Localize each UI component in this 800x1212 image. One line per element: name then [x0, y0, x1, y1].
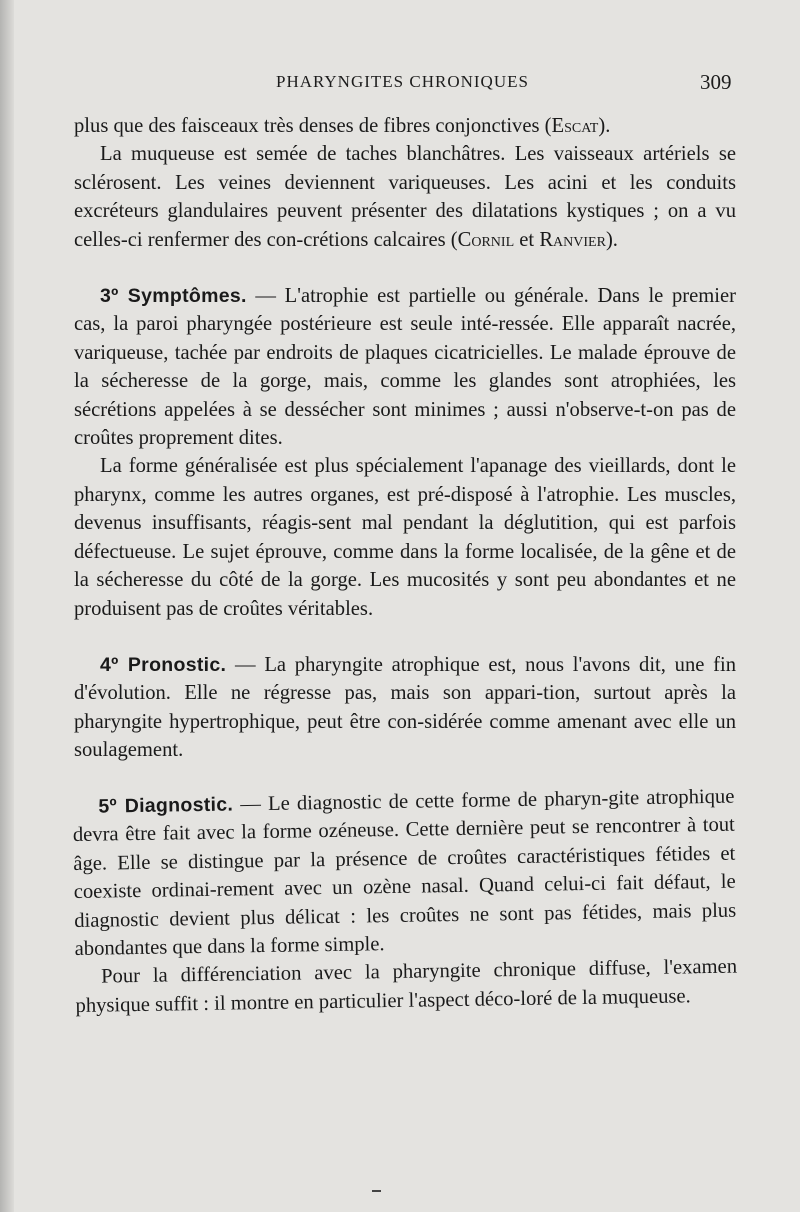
section-heading: 3º Symptômes. [100, 285, 247, 308]
scan-shadow-edge [0, 0, 14, 1212]
paragraph-conjonctives: plus que des faisceaux très denses de fibres conjonctives (Escat). [74, 115, 611, 137]
section-diagnostic: 5º Diagnostic. — Le diagnostic de cette forme de pharyn-gite atrophique devra être fait avec la forme ozéneuse. Cette dernière peut se rencontrer à tout âge. Elle se distingue par la présence de croûtes caractéristiques fétides et coexiste ordinai-rement avec un ozène nasal. Quand celui-ci fait défaut, le diagnostic devient plus délicat : les croûtes ne sont pas fétides, mais plus abondantes que dans la forme simple. [72, 785, 737, 960]
printer-mark [372, 1190, 381, 1192]
page-header [0, 66, 800, 100]
page-number: 309 [700, 70, 732, 94]
running-title: PHARYNGITES CHRONIQUES [276, 72, 529, 91]
tilted-lower-block [72, 782, 737, 1020]
author-name: Cornil [457, 228, 515, 251]
paragraph-differenciation: Pour la différenciation avec la pharyngite chronique diffuse, l'examen physique suffit : il montre en particulier l'aspect déco-loré de la muqueuse. [75, 955, 738, 1017]
body-text [74, 112, 736, 1020]
section-heading: 5º Diagnostic. [98, 793, 234, 818]
paragraph-forme-generalisee: La forme généralisée est plus spécialement l'apanage des vieillards, dont le pharynx, comme les autres organes, est pré-disposé à l'atrophie. Les muscles, devenus insuffisants, réagis-sent mal pendant la déglutition, qui est parfois défectueuse. Le sujet éprouve, comme dans la forme localisée, de la gêne et de la sécheresse du côté de la gorge. Les mucosités y sont peu abondantes et ne produisent pas de croûtes véritables. [74, 455, 736, 620]
section-heading: 4º Pronostic. [100, 653, 227, 676]
paragraph-muqueuse: La muqueuse est semée de taches blanchâtres. Les vaisseaux artériels se sclérosent. Les veines deviennent variqueuses. Les acini et les conduits excréteurs glandulaires peuvent présenter des dilatations kystiques ; on a vu celles-ci renfermer des con-crétions calcaires (Cornil et Ranvier). [74, 143, 736, 251]
section-symptomes: 3º Symptômes. — L'atrophie est partielle ou générale. Dans le premier cas, la paroi pharyngée postérieure est seule inté-ressée. Elle apparaît nacrée, variqueuse, tachée par endroits de plaques cicatricielles. Le malade éprouve de la sécheresse de la gorge, mais, comme les glandes sont atrophiées, les sécrétions appelées à se dessécher sont minimes ; aussi n'observe-t-on pas de croûtes proprement dites. [74, 285, 737, 450]
section-pronostic: 4º Pronostic. — La pharyngite atrophique est, nous l'avons dit, une fin d'évolution. Elle ne régresse pas, mais son appari-tion, surtout après la pharyngite hypertrophique, peut être con-sidérée comme amenant avec elle un soulagement. [74, 653, 736, 762]
author-name: Ranvier [539, 228, 606, 251]
author-name: Escat [551, 115, 599, 137]
